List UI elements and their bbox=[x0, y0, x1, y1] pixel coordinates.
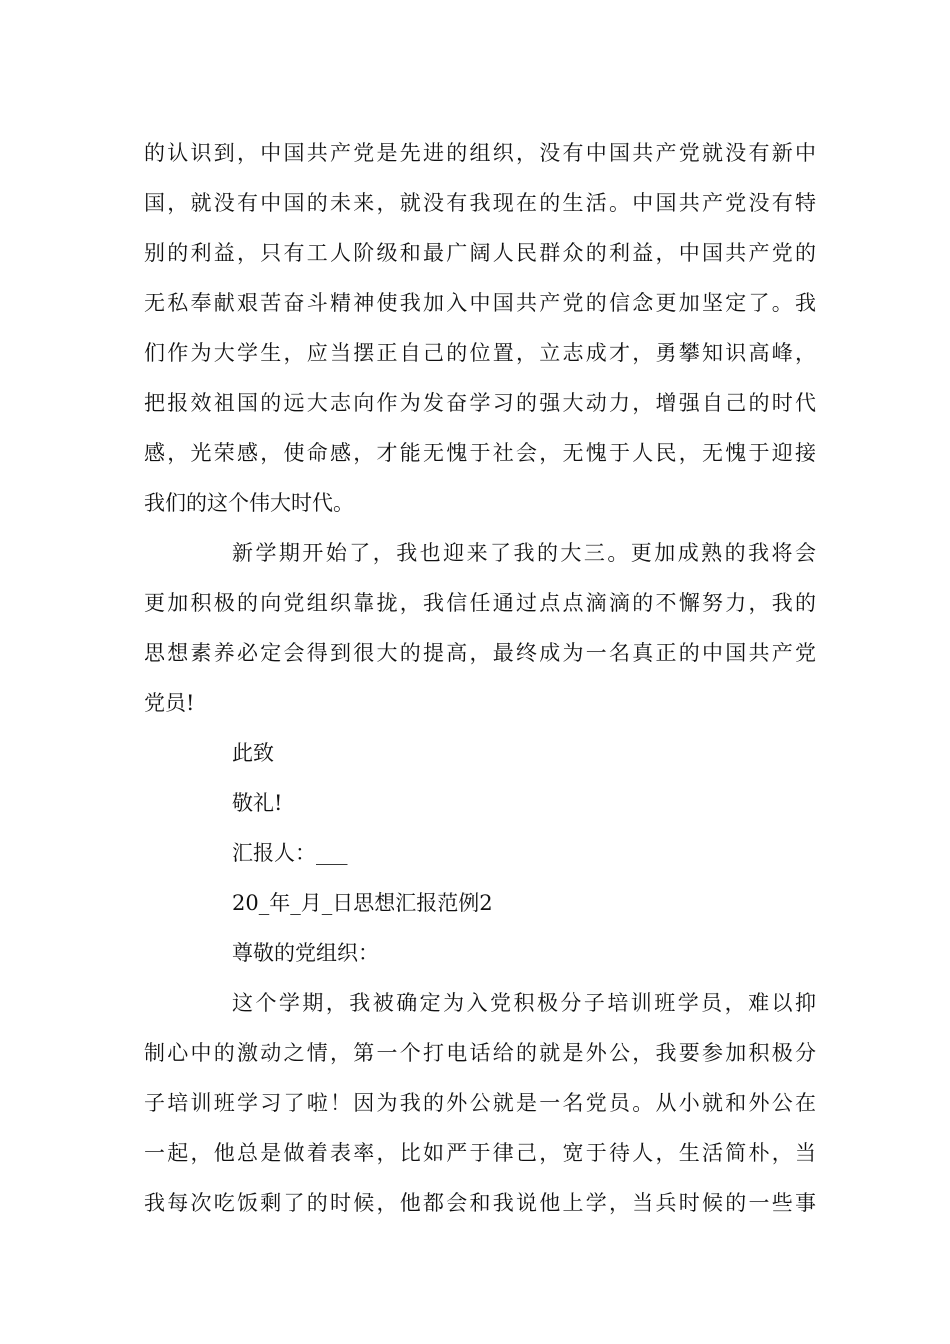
paragraph-2-line-3: 思想素养必定会得到很大的提高，最终成为一名真正的中国共产党 bbox=[144, 641, 816, 665]
paragraph-1-line-1: 的认识到，中国共产党是先进的组织，没有中国共产党就没有新中 bbox=[144, 141, 816, 165]
paragraph-3-line-3: 子培训班学习了啦！因为我的外公就是一名党员。从小就和外公在 bbox=[144, 1091, 816, 1115]
reporter-line: 汇报人：___ bbox=[232, 841, 348, 865]
paragraph-1-line-4: 无私奉献艰苦奋斗精神使我加入中国共产党的信念更加坚定了。我 bbox=[144, 291, 816, 315]
closing-line: 此致 bbox=[232, 741, 274, 765]
document-body bbox=[144, 128, 816, 1228]
paragraph-1-line-5: 们作为大学生，应当摆正自己的位置，立志成才，勇攀知识高峰， bbox=[144, 341, 816, 365]
greeting-line: 尊敬的党组织： bbox=[232, 941, 379, 965]
paragraph-1-line-7: 感，光荣感，使命感，才能无愧于社会，无愧于人民，无愧于迎接 bbox=[144, 441, 816, 465]
paragraph-1-line-6: 把报效祖国的远大志向作为发奋学习的强大动力，增强自己的时代 bbox=[144, 391, 816, 415]
paragraph-3-line-1: 这个学期，我被确定为入党积极分子培训班学员，难以抑 bbox=[232, 991, 816, 1015]
date-title-line: 20_年_月_日思想汇报范例2 bbox=[232, 891, 493, 915]
paragraph-2-line-4: 党员! bbox=[144, 691, 195, 715]
paragraph-1-line-2: 国，就没有中国的未来，就没有我现在的生活。中国共产党没有特 bbox=[144, 191, 816, 215]
paragraph-3-line-2: 制心中的激动之情，第一个打电话给的就是外公，我要参加积极分 bbox=[144, 1041, 816, 1065]
paragraph-1-line-3: 别的利益，只有工人阶级和最广阔人民群众的利益，中国共产党的 bbox=[144, 241, 816, 265]
paragraph-1-line-8: 我们的这个伟大时代。 bbox=[144, 491, 354, 515]
paragraph-2-line-2: 更加积极的向党组织靠拢，我信任通过点点滴滴的不懈努力，我的 bbox=[144, 591, 816, 615]
paragraph-3-line-4: 一起，他总是做着表率，比如严于律己，宽于待人，生活简朴，当 bbox=[144, 1141, 816, 1165]
paragraph-2-line-1: 新学期开始了，我也迎来了我的大三。更加成熟的我将会 bbox=[232, 541, 816, 565]
paragraph-3-line-5: 我每次吃饭剩了的时候，他都会和我说他上学，当兵时候的一些事 bbox=[144, 1191, 816, 1215]
salute-line: 敬礼! bbox=[232, 791, 283, 815]
